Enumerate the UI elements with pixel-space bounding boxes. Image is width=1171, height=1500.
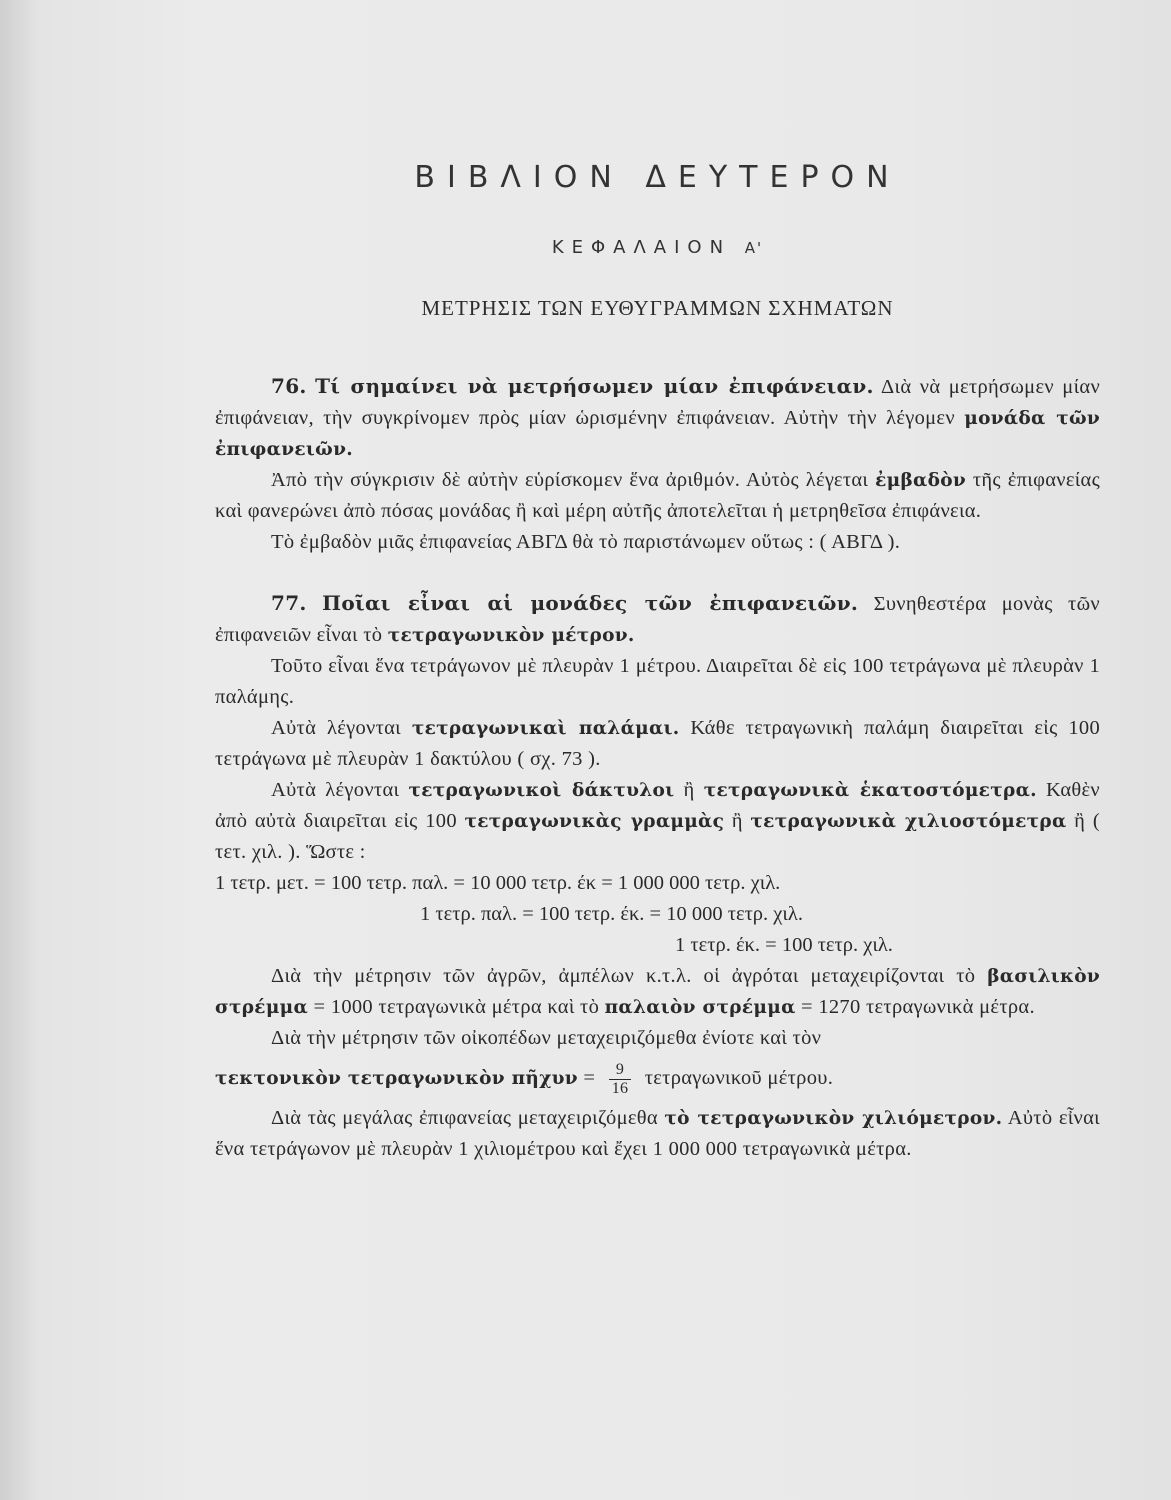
fraction-numerator: 9 xyxy=(609,1061,632,1080)
section-76-number: 76. xyxy=(271,374,307,398)
section-77-paragraph-6 xyxy=(215,1023,1100,1054)
fraction-denominator: 16 xyxy=(611,1079,629,1097)
page-content xyxy=(215,160,1100,1165)
text-run: Συνηθεστέρα μονὰς τῶν ἐπιφανειῶν εἶναι τὸ xyxy=(215,593,1100,646)
text-run: τετραγωνικοῦ μέτρου. xyxy=(644,1067,834,1089)
text-run: τῆς ἐπιφανείας καὶ φανερώνει ἀπὸ πόσας μονάδας ἢ καὶ μέρη αὐτῆς ἀποτελεῖται ἡ μετρηθεῖσα ἐπιφάνεια. xyxy=(215,469,1100,522)
book-title: ΒΙΒΛΙΟΝ ΔΕΥΤΕΡΟΝ xyxy=(414,160,901,195)
text-run: Καθὲν ἀπὸ αὐτὰ διαιρεῖται εἰς 100 xyxy=(215,779,1100,832)
fraction xyxy=(609,1061,632,1098)
bold-term: τεκτονικὸν τετραγωνικὸν πῆχυν xyxy=(215,1068,578,1089)
text-run: ἢ ( τετ. χιλ. ). Ὥστε : xyxy=(215,810,1100,863)
bold-term: τετραγωνικὰ χιλιοστόμετρα xyxy=(750,811,1067,832)
section-77-paragraph-6-fraction-line xyxy=(215,1054,1100,1103)
bold-term: τετραγωνικαὶ παλάμαι. xyxy=(411,718,680,739)
chapter-subtitle: ΜΕΤΡΗΣΙΣ ΤΩΝ ΕΥΘΥΓΡΑΜΜΩΝ ΣΧΗΜΑΤΩΝ xyxy=(421,296,894,320)
text-run: Διὰ τὴν μέτρησιν τῶν ἀγρῶν, ἀμπέλων κ.τ.λ. οἱ ἀγρόται μεταχειρίζονται τὸ xyxy=(271,965,976,987)
equivalence-line-1: 1 τετρ. μετ. = 100 τετρ. παλ. = 10 000 τετρ. έκ = 1 000 000 τετρ. χιλ. xyxy=(215,872,781,894)
bold-term: τετραγωνικοὶ δάκτυλοι xyxy=(408,780,675,801)
text-run: ἢ xyxy=(683,779,695,801)
text-run: Τοῦτο εἶναι ἕνα τετράγωνον μὲ πλευρὰν 1 μέτρου. Διαιρεῖται δὲ εἰς 100 τετράγωνα μὲ πλευρὰν 1 παλάμης. xyxy=(215,655,1100,708)
bold-term: τετραγωνικὰς γραμμὰς xyxy=(464,811,725,832)
text-run: Κάθε τετραγωνικὴ παλάμη διαιρεῖται εἰς 100 τετράγωνα μὲ πλευρὰν 1 δακτύλου ( σχ. 73 ). xyxy=(215,717,1100,770)
text-run: Τὸ ἐμβαδὸν μιᾶς ἐπιφανείας ΑΒΓΔ θὰ τὸ παριστάνωμεν οὕτως : ( ΑΒΓΔ ). xyxy=(271,531,901,553)
bold-term: τετραγωνικὸν μέτρον. xyxy=(387,625,635,646)
chapter-label: ΚΕΦΑΛΑΙΟΝ xyxy=(551,237,732,258)
text-run: Διὰ τὰς μεγάλας ἐπιφανείας μεταχειριζόμεθα xyxy=(271,1107,658,1129)
section-76-paragraph-1 xyxy=(215,371,1100,465)
text-run: Διὰ νὰ μετρήσωμεν μίαν ἐπιφάνειαν, τὴν συγκρίνομεν πρὸς μίαν ὡρισμένην ἐπιφάνειαν. Αὐτὴν τὴν λέγομεν xyxy=(215,376,1101,429)
bold-term: παλαιὸν στρέμμα xyxy=(604,997,796,1018)
text-run: ἢ xyxy=(731,810,743,832)
bold-term: τὸ τετραγωνικὸν χιλιόμετρον. xyxy=(664,1108,1003,1129)
section-77-paragraph-4 xyxy=(215,775,1100,868)
section-76-heading: Τί σημαίνει νὰ μετρήσωμεν μίαν ἐπιφάνειαν. xyxy=(315,374,874,398)
equals-sign: = xyxy=(583,1067,596,1089)
section-76-paragraph-3 xyxy=(215,527,1100,558)
section-77-paragraph-3 xyxy=(215,713,1100,775)
text-run: Ἀπὸ τὴν σύγκρισιν δὲ αὐτὴν εὑρίσκομεν ἕνα ἀριθμόν. Αὐτὸς λέγεται xyxy=(271,469,869,491)
text-run: Αὐτὰ λέγονται xyxy=(271,717,401,739)
section-77-number: 77. xyxy=(271,591,307,615)
bold-term: τετραγωνικὰ ἑκατοστόμετρα. xyxy=(703,780,1037,801)
bold-term: ἐμβαδὸν xyxy=(875,470,967,491)
equivalence-line-3: 1 τετρ. έκ. = 100 τετρ. χιλ. xyxy=(675,934,893,956)
bold-term: μονάδα τῶν ἐπιφανειῶν. xyxy=(215,408,1100,460)
text-run: Αὐτὸ εἶναι ἕνα τετράγωνον μὲ πλευρὰν 1 χιλιομέτρου καὶ ἔχει 1 000 000 τετραγωνικὰ μέτρα. xyxy=(215,1107,1100,1160)
equivalence-line-2: 1 τετρ. παλ. = 100 τετρ. έκ. = 10 000 τετρ. χιλ. xyxy=(420,903,803,925)
section-77-paragraph-2 xyxy=(215,651,1100,713)
section-77-paragraph-7 xyxy=(215,1103,1100,1165)
text-run: Διὰ τὴν μέτρησιν τῶν οἰκοπέδων μεταχειριζόμεθα ἐνίοτε καὶ τὸν xyxy=(271,1027,822,1049)
text-run: = 1270 τετραγωνικὰ μέτρα. xyxy=(801,996,1035,1018)
chapter-number: Α' xyxy=(744,239,764,257)
text-run: = 1000 τετραγωνικὰ μέτρα καὶ τὸ xyxy=(313,996,600,1018)
chapter-heading xyxy=(215,237,1100,258)
bold-term: βασιλικὸν στρέμμα xyxy=(215,966,1100,1018)
section-77-heading: Ποῖαι εἶναι αἱ μονάδες τῶν ἐπιφανειῶν. xyxy=(322,591,859,615)
section-77-paragraph-5 xyxy=(215,961,1100,1023)
section-77-paragraph-1 xyxy=(215,588,1100,651)
text-run: Αὐτὰ λέγονται xyxy=(271,779,400,801)
section-76-paragraph-2 xyxy=(215,465,1100,527)
